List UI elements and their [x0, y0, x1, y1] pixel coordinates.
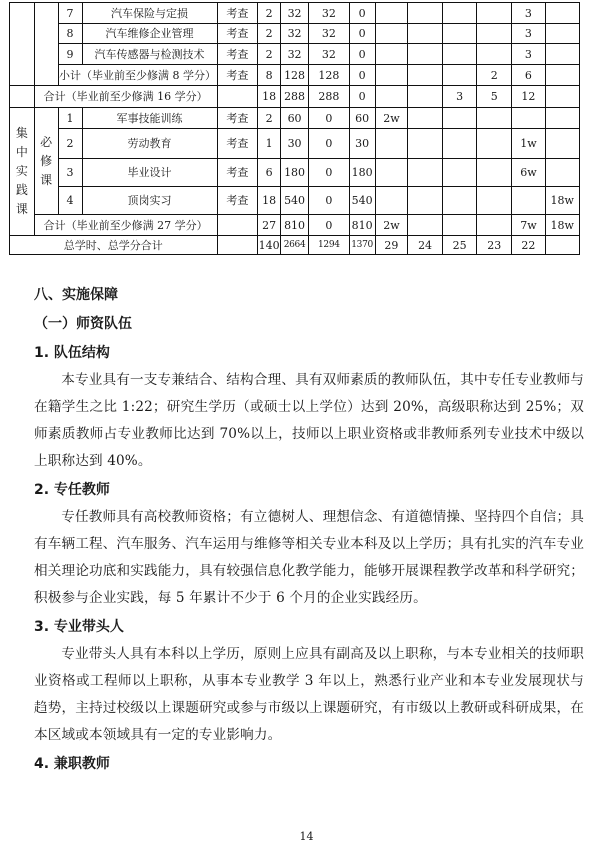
semester-s3-cell	[442, 159, 477, 187]
semester-s2-cell	[408, 86, 443, 108]
credit-cell: 27	[258, 215, 281, 236]
theory-hours-cell: 0	[309, 159, 350, 187]
semester-s1-cell: 29	[375, 236, 408, 255]
course-no-cell: 4	[58, 187, 82, 215]
total-hours-cell: 32	[281, 3, 309, 24]
theory-hours-cell: 288	[309, 86, 350, 108]
semester-s1-cell: 2w	[375, 215, 408, 236]
semester-s4-cell	[477, 215, 512, 236]
practice-hours-cell: 0	[349, 24, 375, 44]
semester-s3-cell	[442, 3, 477, 24]
vertical-label: 集中实践课	[15, 126, 28, 216]
total-label: 合计（毕业前至少修满 27 学分）	[34, 215, 217, 236]
category-cell	[10, 3, 35, 86]
table-row	[10, 129, 613, 159]
semester-s2-cell	[408, 3, 443, 24]
semester-s3-cell	[442, 129, 477, 159]
page-number: 14	[299, 830, 314, 843]
semester-s3-cell	[442, 24, 477, 44]
semester-s4-cell	[477, 3, 512, 24]
subtotal-row	[10, 65, 613, 86]
table-row	[10, 44, 613, 65]
theory-hours-cell: 0	[309, 129, 350, 159]
credit-cell: 2	[258, 3, 281, 24]
semester-s4-cell	[477, 159, 512, 187]
semester-s6-cell: 18w	[545, 187, 579, 215]
assessment-cell: 考查	[217, 108, 258, 129]
total-row	[10, 215, 613, 236]
semester-s3-cell	[442, 65, 477, 86]
course-plan-table	[9, 2, 613, 255]
semester-s1-cell	[375, 159, 408, 187]
semester-s5-cell: 12	[512, 86, 546, 108]
semester-s5-cell	[512, 187, 546, 215]
theory-hours-cell: 32	[309, 24, 350, 44]
semester-s3-cell: 3	[442, 86, 477, 108]
semester-s1-cell: 2w	[375, 108, 408, 129]
table-row	[10, 108, 613, 129]
item-paragraph: 专业带头人具有本科以上学历，原则上应具有副高及以上职称，与本专业相关的技师职业资格或工程师以上职称，从事本专业教学 3 年以上，熟悉行业产业和本专业发展现状与趋势，主持过校级以上课题研究或参与市级以上课题研究，有市级以上教研或科研成果，在本区域或本领域具有一定的专业影响力。	[34, 646, 584, 743]
theory-hours-cell: 0	[309, 215, 350, 236]
total-hours-cell: 2664	[281, 236, 309, 255]
semester-s5-cell: 6w	[512, 159, 546, 187]
course-name-cell: 汽车维修企业管理	[82, 24, 217, 44]
practice-hours-cell: 0	[349, 65, 375, 86]
document-body	[34, 282, 584, 778]
credit-cell: 2	[258, 24, 281, 44]
practice-hours-cell: 1370	[349, 236, 375, 255]
theory-hours-cell: 32	[309, 44, 350, 65]
total-hours-cell: 288	[281, 86, 309, 108]
total-hours-cell: 810	[281, 215, 309, 236]
practice-hours-cell: 60	[349, 108, 375, 129]
course-no-cell: 3	[58, 159, 82, 187]
semester-s5-cell: 1w	[512, 129, 546, 159]
semester-s2-cell	[408, 44, 443, 65]
category-cell	[10, 108, 35, 236]
semester-s2-cell	[408, 108, 443, 129]
semester-s6-cell	[545, 24, 579, 44]
course-name-cell: 汽车保险与定损	[82, 3, 217, 24]
assessment-cell: 考查	[217, 159, 258, 187]
semester-s3-cell	[442, 44, 477, 65]
semester-s2-cell	[408, 187, 443, 215]
total-row	[10, 86, 613, 108]
credit-cell: 2	[258, 44, 281, 65]
total-hours-cell: 32	[281, 44, 309, 65]
total-hours-cell: 32	[281, 24, 309, 44]
semester-s1-cell	[375, 44, 408, 65]
total-hours-cell: 540	[281, 187, 309, 215]
item-paragraph: 专任教师具有高校教师资格；有立德树人、理想信念、有道德情操、坚持四个自信；具有车辆工程、汽车服务、汽车运用与维修等相关专业本科及以上学历；具有扎实的汽车专业相关理论功底和实践能力，具有较强信息化教学能力，能够开展课程教学改革和科学研究；积极参与企业实践，每 5 年累计不少于 6 个月的企业实践经历。	[34, 509, 584, 606]
semester-s6-cell	[545, 129, 579, 159]
course-name-cell: 顶岗实习	[82, 187, 217, 215]
assessment-cell: 考查	[217, 65, 258, 86]
semester-s2-cell	[408, 24, 443, 44]
semester-s4-cell	[477, 44, 512, 65]
semester-s6-cell	[545, 159, 579, 187]
semester-s4-cell	[477, 129, 512, 159]
semester-s5-cell	[512, 108, 546, 129]
total-hours-cell: 30	[281, 129, 309, 159]
semester-s5-cell: 3	[512, 24, 546, 44]
grand-total-row	[10, 236, 613, 255]
section-heading: 八、实施保障	[34, 287, 118, 303]
credit-cell: 2	[258, 108, 281, 129]
semester-s1-cell	[375, 65, 408, 86]
practice-hours-cell: 0	[349, 44, 375, 65]
theory-hours-cell: 0	[309, 108, 350, 129]
semester-s2-cell	[408, 215, 443, 236]
semester-s6-cell	[545, 86, 579, 108]
semester-s1-cell	[375, 129, 408, 159]
practice-hours-cell: 0	[349, 3, 375, 24]
semester-s4-cell	[477, 108, 512, 129]
semester-s6-cell	[545, 236, 579, 255]
credit-cell: 18	[258, 187, 281, 215]
type-cell	[34, 3, 58, 86]
credit-cell: 140	[258, 236, 281, 255]
item-paragraph: 本专业具有一支专兼结合、结构合理、具有双师素质的教师队伍，其中专任专业教师与在籍学生之比 1:22；研究生学历（或硕士以上学位）达到 20%，高级职称达到 25%；双师素质教师占专业教师比达到 70%以上，技师以上职业资格或非教师系列专业技术中级以上职称达到 40%。	[34, 372, 584, 469]
semester-s4-cell	[477, 24, 512, 44]
semester-s6-cell	[545, 65, 579, 86]
item-heading: 4. 兼职教师	[34, 756, 110, 772]
item-heading: 2. 专任教师	[34, 482, 110, 498]
assessment-cell	[217, 236, 258, 255]
course-name-cell: 军事技能训练	[82, 108, 217, 129]
semester-s5-cell: 22	[512, 236, 546, 255]
table-row	[10, 24, 613, 44]
theory-hours-cell: 1294	[309, 236, 350, 255]
item-heading: 1. 队伍结构	[34, 345, 110, 361]
semester-s5-cell: 3	[512, 3, 546, 24]
total-hours-cell: 180	[281, 159, 309, 187]
credit-cell: 8	[258, 65, 281, 86]
item-heading: 3. 专业带头人	[34, 619, 124, 635]
grand-total-label: 总学时、总学分合计	[10, 236, 218, 255]
vertical-label: 必修课	[40, 134, 53, 187]
practice-hours-cell: 180	[349, 159, 375, 187]
total-hours-cell: 60	[281, 108, 309, 129]
assessment-cell: 考查	[217, 3, 258, 24]
table-row	[10, 187, 613, 215]
course-name-cell: 汽车传感器与检测技术	[82, 44, 217, 65]
semester-s1-cell	[375, 86, 408, 108]
theory-hours-cell: 32	[309, 3, 350, 24]
semester-s3-cell	[442, 187, 477, 215]
semester-s5-cell: 7w	[512, 215, 546, 236]
type-cell	[34, 108, 58, 215]
semester-s3-cell: 25	[442, 236, 477, 255]
semester-s2-cell	[408, 159, 443, 187]
practice-hours-cell: 540	[349, 187, 375, 215]
semester-s3-cell	[442, 215, 477, 236]
semester-s1-cell	[375, 24, 408, 44]
course-no-cell: 2	[58, 129, 82, 159]
assessment-cell	[217, 215, 258, 236]
semester-s6-cell	[545, 3, 579, 24]
semester-s6-cell	[545, 44, 579, 65]
semester-s4-cell: 5	[477, 86, 512, 108]
total-hours-cell: 128	[281, 65, 309, 86]
semester-s4-cell	[477, 187, 512, 215]
assessment-cell: 考查	[217, 24, 258, 44]
semester-s5-cell: 6	[512, 65, 546, 86]
assessment-cell: 考查	[217, 187, 258, 215]
practice-hours-cell: 0	[349, 86, 375, 108]
credit-cell: 18	[258, 86, 281, 108]
semester-s2-cell	[408, 129, 443, 159]
subsection-heading: （一）师资队伍	[34, 316, 132, 332]
semester-s3-cell	[442, 108, 477, 129]
credit-cell: 6	[258, 159, 281, 187]
table-row	[10, 3, 613, 24]
course-no-cell: 8	[58, 24, 82, 44]
course-name-cell: 毕业设计	[82, 159, 217, 187]
practice-hours-cell: 810	[349, 215, 375, 236]
theory-hours-cell: 128	[309, 65, 350, 86]
credit-cell: 1	[258, 129, 281, 159]
course-name-cell: 劳动教育	[82, 129, 217, 159]
assessment-cell: 考查	[217, 129, 258, 159]
semester-s1-cell	[375, 3, 408, 24]
practice-hours-cell: 30	[349, 129, 375, 159]
semester-s2-cell	[408, 65, 443, 86]
semester-s2-cell: 24	[408, 236, 443, 255]
semester-s5-cell: 3	[512, 44, 546, 65]
table-row	[10, 159, 613, 187]
theory-hours-cell: 0	[309, 187, 350, 215]
semester-s6-cell: 18w	[545, 215, 579, 236]
assessment-cell	[217, 86, 258, 108]
course-no-cell: 7	[58, 3, 82, 24]
blank-cell	[10, 86, 35, 108]
course-no-cell: 9	[58, 44, 82, 65]
course-no-cell: 1	[58, 108, 82, 129]
semester-s1-cell	[375, 187, 408, 215]
semester-s4-cell: 2	[477, 65, 512, 86]
assessment-cell: 考查	[217, 44, 258, 65]
semester-s6-cell	[545, 108, 579, 129]
subtotal-label: 小计（毕业前至少修满 8 学分）	[58, 65, 217, 86]
total-label: 合计（毕业前至少修满 16 学分）	[34, 86, 217, 108]
semester-s4-cell: 23	[477, 236, 512, 255]
